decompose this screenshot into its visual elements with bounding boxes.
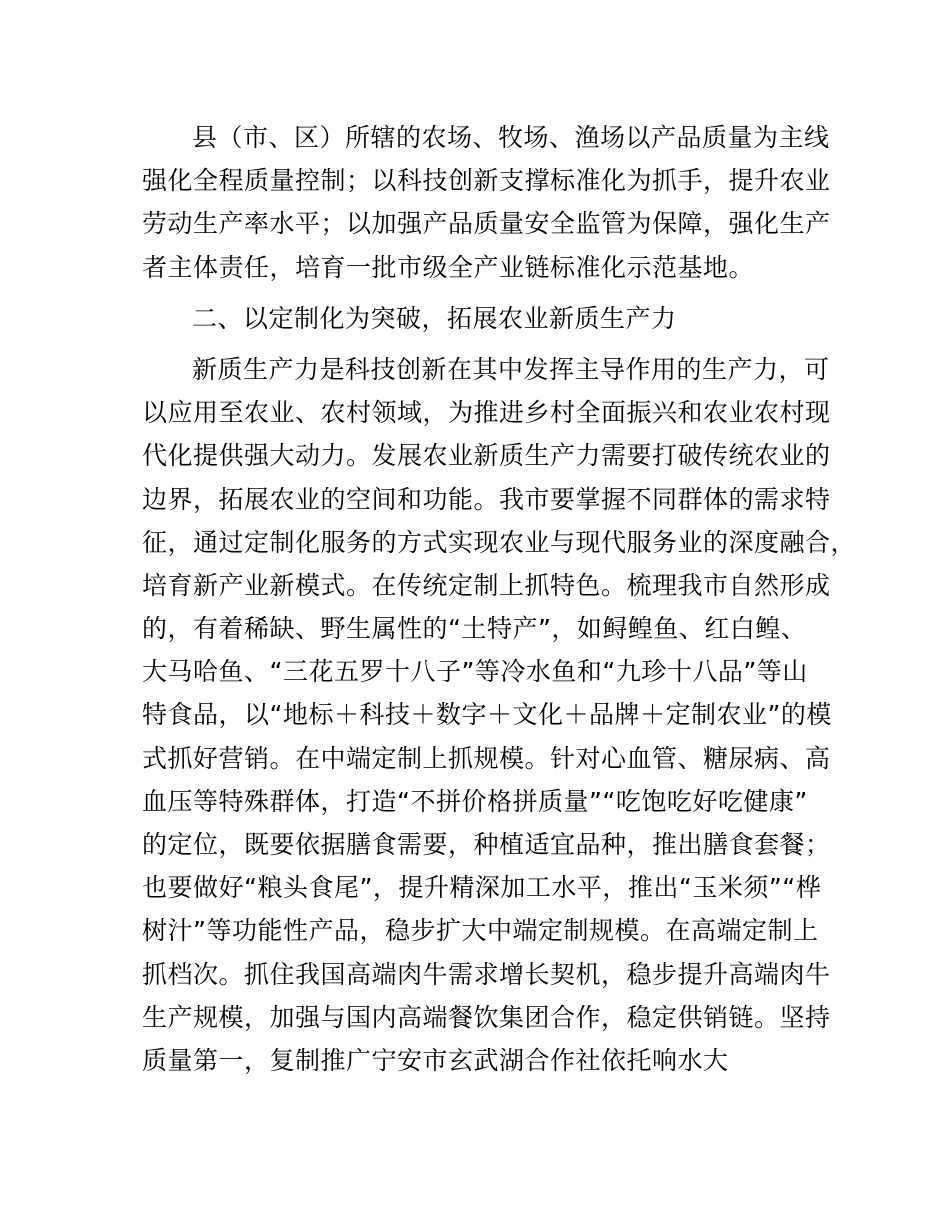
document-body [142,116,857,1082]
paragraph-line: 县（市、区）所辖的农场、牧场、渔场以产品质量为主线 [192,123,830,152]
paragraph-line: 者主体责任，培育一批市级全产业链标准化示范基地。 [142,252,755,282]
paragraph-line: 强化全程质量控制；以科技创新支撑标准化为抓手，提升农业 [142,166,831,196]
paragraph-line: 征，通过定制化服务的方式实现农业与现代服务业的深度融合， [142,527,857,557]
paragraph-line: 大马哈鱼、“三花五罗十八子”等冷水鱼和“九珍十八品”等山 [142,657,808,687]
paragraph-line: 的定位，既要依据膳食需要，种植适宜品种，推出膳食套餐； [142,830,831,859]
paragraph-line: 式抓好营销。在中端定制上抓规模。针对心血管、糖尿病、高 [142,743,831,773]
paragraph-line: 树汁”等功能性产品，稳步扩大中端定制规模。在高端定制上 [142,916,819,946]
paragraph-line: 劳动生产率水平；以加强产品质量安全监管为保障，强化生产 [142,209,831,239]
paragraph-line: 血压等特殊群体，打造“不拼价格拼质量”“吃饱吃好吃健康” [142,786,808,816]
paragraph-line: 的，有着稀缺、野生属性的“土特产”，如鲟鳇鱼、红白鳇、 [142,614,807,644]
paragraph-line: 质量第一，复制推广宁安市玄武湖合作社依托响水大 [142,1045,729,1075]
paragraph-line: 抓档次。抓住我国高端肉牛需求增长契机，稳步提升高端肉牛 [142,959,831,989]
paragraph-line: 特食品，以“地标＋科技＋数字＋文化＋品牌＋定制农业”的模 [142,700,832,730]
paragraph-line: 代化提供强大动力。发展农业新质生产力需要打破传统农业的 [142,441,831,471]
paragraph-line: 以应用至农业、农村领域，为推进乡村全面振兴和农业农村现 [142,398,831,428]
paragraph-line: 边界，拓展农业的空间和功能。我市要掌握不同群体的需求特 [142,484,831,514]
section-heading: 二、以定制化为突破，拓展农业新质生产力 [192,303,677,333]
paragraph-line: 也要做好“粮头食尾”，提升精深加工水平，推出“玉米须”“桦 [142,873,822,903]
paragraph-line: 生产规模，加强与国内高端餐饮集团合作，稳定供销链。坚持 [142,1002,831,1032]
paragraph-line: 新质生产力是科技创新在其中发挥主导作用的生产力，可 [192,354,830,384]
paragraph-line: 培育新产业新模式。在传统定制上抓特色。梳理我市自然形成 [142,570,831,600]
